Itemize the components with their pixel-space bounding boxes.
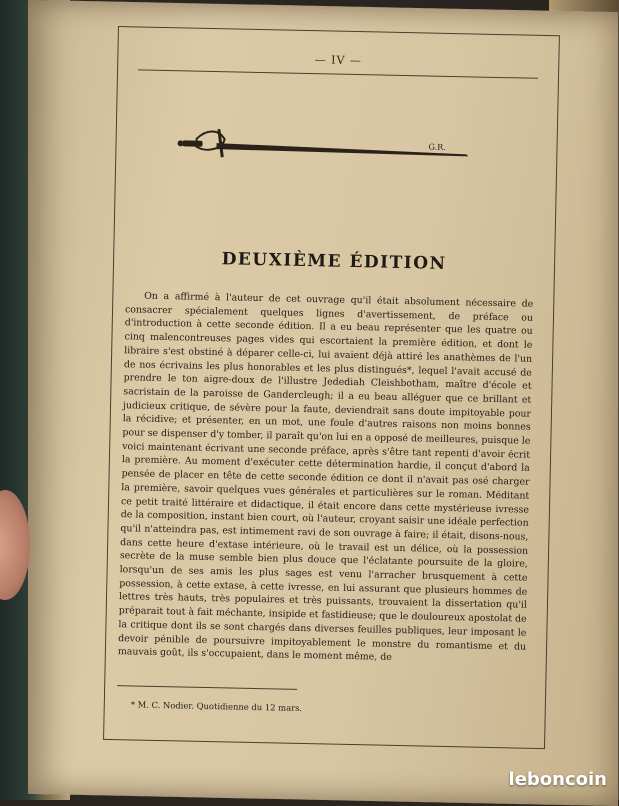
page-frame	[103, 26, 560, 749]
page-number: — IV —	[314, 53, 363, 68]
footnote-rule	[117, 685, 297, 690]
chapter-title: DEUXIÈME ÉDITION	[221, 249, 447, 274]
body-text	[118, 289, 534, 667]
leboncoin-watermark: leboncoin	[508, 769, 607, 790]
artist-signature: G.R.	[428, 142, 446, 152]
paragraph: On a affirmé à l'auteur de cet ouvrage qu'il était absolument nécessaire de consacrer spécialement quelques lignes d'avertissement, de préface ou d'introduction à cette seconde édition. Il a eu beau représenter que les quatre ou cinq malencontreuses pages vides qui escortaient la première édition, et dont le libraire s'est obstiné à déparer celle-ci, lui avaient déjà attiré les anathèmes de l'un de nos écrivains les plus honorables et les plus distingués*, lequel l'avait accusé de prendre le ton aigre-doux de l'illustre Jedediah Cleishbotham, maître d'école et sacristain de la paroisse de Gandercleugh; il a eu beau alléguer que ce brillant et judicieux critique, de sévère pour la faute, deviendrait sans doute impitoyable pour la récidive; et présenter, en un mot, une foule d'autres raisons non moins bonnes pour se dispenser d'y tomber, il paraît qu'on lui en a opposé de meilleures, puisque le voici maintenant écrivant une seconde préface, après s'être tant repenti d'avoir écrit la première. Au moment d'exécuter cette détermination hardie, il conçut d'abord la pensée de placer en tête de cette seconde édition ce dont il n'avait pas osé charger la première, savoir quelques vues générales et particulières sur le roman. Méditant ce petit traité littéraire et didactique, il était encore dans cette mystérieuse ivresse de la composition, instant bien court, où l'auteur, croyant saisir une idéale perfection qu'il n'atteindra pas, est intimement ravi de son ouvrage à faire; il était, disons-nous, dans cette heure d'extase intérieure, où le travail est un délice, où la possession secrète de la muse semble bien plus douce que l'éclatante poursuite de la gloire, lorsqu'un de ses amis les plus sages est venu l'arracher brusquement à cette possession, à cette extase, à cette ivresse, en lui assurant que plusieurs hommes de lettres très hauts, très populaires et très puissants, trouvaient la dissertation qu'il préparait tout à fait méchante, insipide et fastidieuse; que le douloureux apostolat de la critique dont ils se sont chargés dans diverses feuilles publiques, leur imposant le devoir pénible de poursuivre impitoyablement le monstre du romantisme et du mauvais goût, ils s'occupaient, dans le moment même, de	[117, 290, 534, 664]
footnote: * M. C. Nodier. Quotidienne du 12 mars.	[130, 699, 303, 714]
header-rule	[138, 69, 538, 78]
sword-illustration	[176, 114, 477, 170]
